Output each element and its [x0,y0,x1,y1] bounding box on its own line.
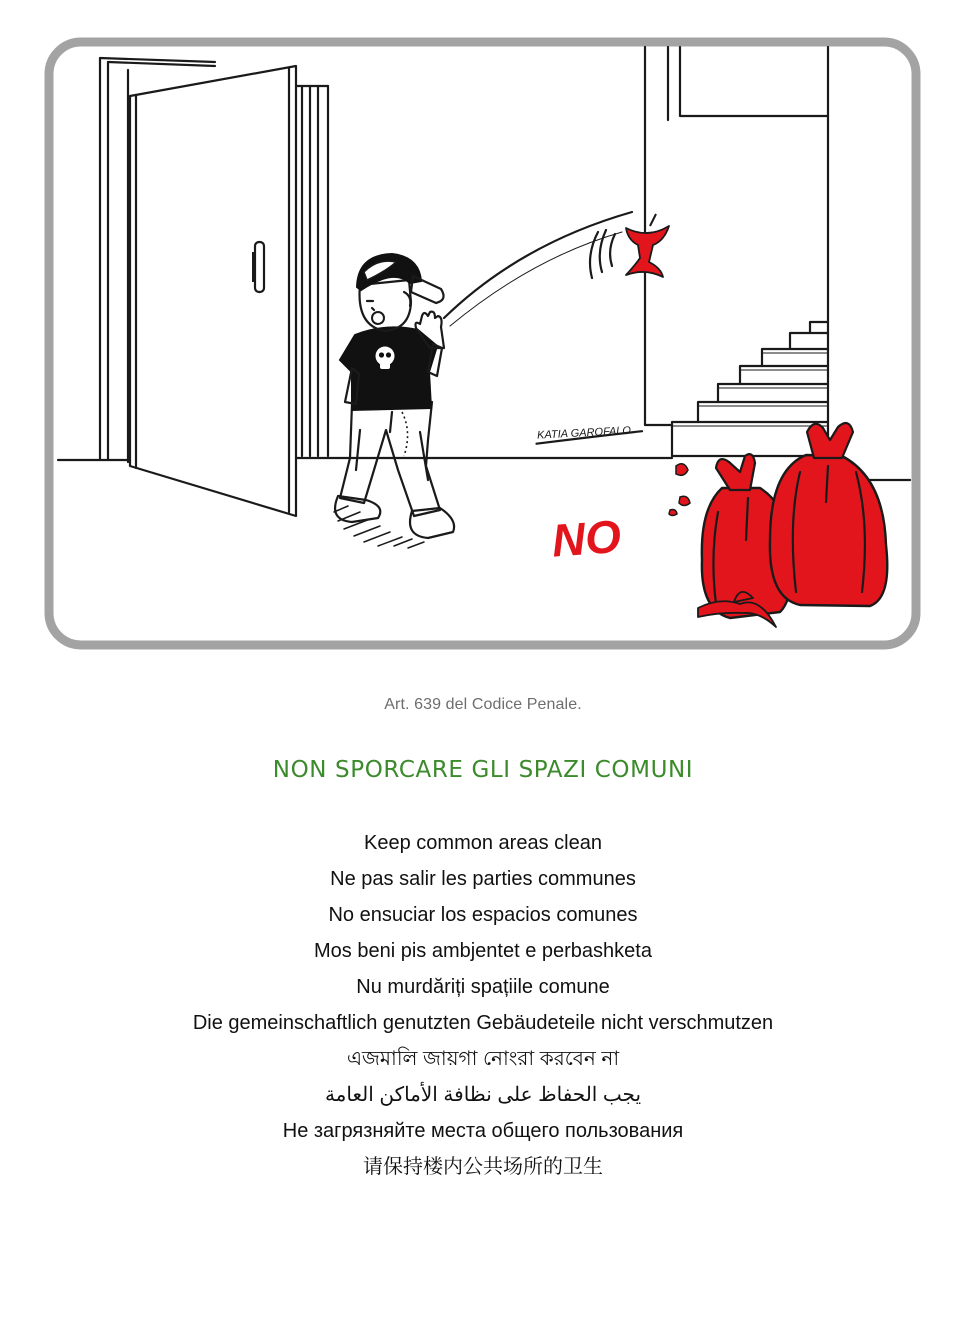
translation-french: Ne pas salir les parties communes [330,868,636,890]
translation-arabic: يجب الحفاظ على نظافة الأماكن العامة [324,1084,642,1106]
no-label: NO [550,509,623,567]
translation-bengali: এজমালি জায়গা নোংরা করবেন না [346,1048,620,1070]
translation-albanian: Mos beni pis ambjentet e perbashketa [314,940,652,962]
legal-reference: Art. 639 del Codice Penale. [384,696,582,713]
translation-english: Keep common areas clean [364,832,602,854]
illustration [0,0,978,660]
translation-chinese: 请保持楼内公共场所的卫生 [363,1156,603,1178]
page-title: NON SPORCARE GLI SPAZI COMUNI [272,757,694,783]
translations-list [0,825,966,1185]
translation-russian: Не загрязняйте места общего пользования [282,1120,684,1142]
door-handle [255,242,264,292]
translation-romanian: Nu murdăriți spațiile comune [356,976,610,998]
translation-spanish: No ensuciar los espacios comunes [328,904,638,926]
signature-text: KATIA GAROFALO [536,424,632,442]
gum-bubble [372,312,384,324]
translation-german: Die gemeinschaftlich genutzten Gebäudeteile nicht verschmutzen [192,1012,774,1034]
